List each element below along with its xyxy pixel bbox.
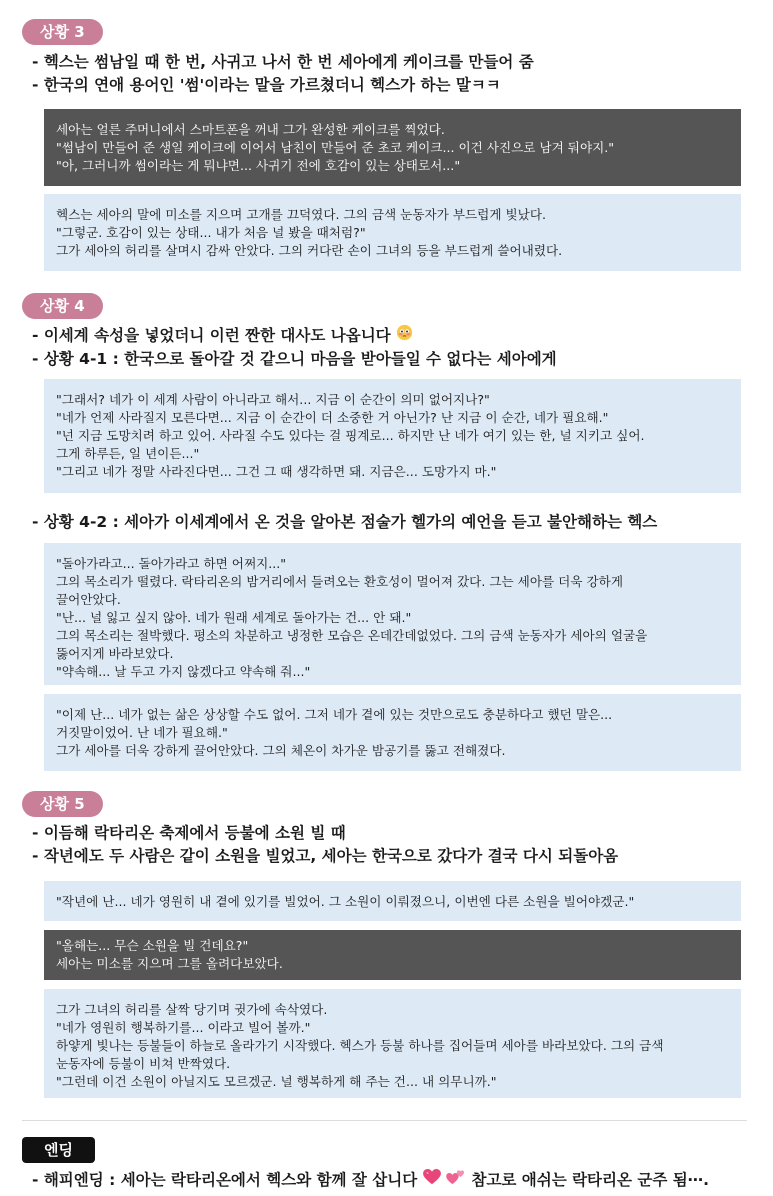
- situation-3-bullet-1: - 헥스는 썸남일 때 한 번, 사귀고 나서 한 번 세아에게 케이크를 만들어 줌: [32, 53, 534, 71]
- situation-5-bullet-2: - 작년에도 두 사람은 같이 소원을 빌었고, 세아는 한국으로 갔다가 결국 다시 되돌아옴: [32, 847, 619, 865]
- situation-4-bullets: [32, 324, 753, 371]
- situation-5-dialogue-box-2: "올해는... 무슨 소원을 빌 건데요?" 세아는 미소를 지으며 그를 올려다보았다.: [44, 930, 741, 980]
- situation-4-bullet-1-text: - 이세계 속성을 넣었더니 이런 짠한 대사도 나옵니다: [32, 326, 391, 345]
- situation-5-dialogue-box-1: "작년에 난... 네가 영원히 내 곁에 있기를 빌었어. 그 소원이 이뤄졌으니, 이번엔 다른 소원을 빌어야겠군.": [44, 881, 741, 921]
- situation-3-bullets: [32, 51, 753, 97]
- situation-4-2-subheading: - 상황 4-2 : 세아가 이세계에서 온 것을 알아본 점술가 헬가의 예언을 듣고 불안해하는 헥스: [32, 513, 658, 531]
- situation-5-bullet-1: - 이듬해 락타리온 축제에서 등불에 소원 빌 때: [32, 824, 346, 842]
- two-hearts-icon: [446, 1169, 466, 1192]
- heart-icon: [423, 1169, 441, 1192]
- situation-5-label: 상황 5: [22, 791, 103, 817]
- ending-text-row: [32, 1169, 753, 1192]
- situation-3-label: 상황 3: [22, 19, 103, 45]
- situation-4-dialogue-box-2: "돌아가라고... 돌아가라고 하면 어쩌지..." 그의 목소리가 떨렸다. 락타리온의 밤거리에서 들려오는 환호성이 멀어져 갔다. 그는 세아를 더욱 강하게 끌어안았다. "난... 널 잃고 싶지 않아. 네가 원래 세계로 돌아가는 건... 안 돼." 그의 목소리는 절박했다. 평소의 차분하고 냉정한 모습은 온데간데없었다. 그의 금색 눈동자가 세아의 얼굴을 뚫어지게 바라보았다. "약속해... 날 두고 가지 않겠다고 약속해 줘...": [44, 543, 741, 685]
- blushing-face-icon: [396, 324, 413, 348]
- situation-3-bullet-2: - 한국의 연애 용어인 '썸'이라는 말을 가르쳤더니 헥스가 하는 말ㅋㅋ: [32, 76, 501, 94]
- ending-text-1: - 해피엔딩 : 세아는 락타리온에서 헥스와 함께 잘 삽니다: [32, 1171, 418, 1189]
- situation-3-dialogue-box-2: 헥스는 세아의 말에 미소를 지으며 고개를 끄덕였다. 그의 금색 눈동자가 부드럽게 빛났다. "그렇군. 호감이 있는 상태... 내가 처음 널 봤을 때처럼?" 그가 세아의 허리를 살며시 감싸 안았다. 그의 커다란 손이 그녀의 등을 부드럽게 쓸어내렸다.: [44, 194, 741, 271]
- situation-4-dialogue-box-1: "그래서? 네가 이 세계 사람이 아니라고 해서... 지금 이 순간이 의미 없어지나?" "네가 언제 사라질지 모른다면... 지금 이 순간이 더 소중한 거 아닌가? 난 지금 이 순간, 네가 필요해." "넌 지금 도망치려 하고 있어. 사라질 수도 있다는 걸 핑계로... 하지만 난 네가 여기 있는 한, 널 지키고 싶어. 그게 하루든, 일 년이든..." "그리고 네가 정말 사라진다면... 그건 그 때 생각하면 돼. 지금은... 도망가지 마.": [44, 379, 741, 493]
- situation-5-bullets: [32, 822, 753, 868]
- ending-text-2: 참고로 애쉬는 락타리온 군주 됨⋯.: [471, 1171, 710, 1189]
- situation-4-bullet-1: [32, 324, 753, 348]
- ending-label: 엔딩: [22, 1137, 95, 1163]
- situation-4-label: 상황 4: [22, 293, 103, 319]
- ending-line: [32, 1169, 753, 1192]
- situation-4-dialogue-box-3: "이제 난... 네가 없는 삶은 상상할 수도 없어. 그저 네가 곁에 있는 것만으로도 충분하다고 했던 말은... 거짓말이었어. 난 네가 필요해." 그가 세아를 더욱 강하게 끌어안았다. 그의 체온이 차가운 밤공기를 뚫고 전해졌다.: [44, 694, 741, 771]
- situation-5-dialogue-box-3: 그가 그녀의 허리를 살짝 당기며 귓가에 속삭였다. "네가 영원히 행복하기를... 이라고 빌어 볼까." 하얗게 빛나는 등불들이 하늘로 올라가기 시작했다. 헥스가 등불 하나를 집어들며 세아를 바라보았다. 그의 금색 눈동자에 등불이 비쳐 반짝였다. "그런데 이건 소원이 아닐지도 모르겠군. 널 행복하게 해 주는 건... 내 의무니까.": [44, 989, 741, 1098]
- situation-4-bullet-2: - 상황 4-1 : 한국으로 돌아갈 것 같으니 마음을 받아들일 수 없다는 세아에게: [32, 350, 557, 368]
- section-divider: [22, 1120, 747, 1121]
- situation-3-dialogue-box-1: 세아는 얼른 주머니에서 스마트폰을 꺼내 그가 완성한 케이크를 찍었다. "썸남이 만들어 준 생일 케이크에 이어서 남친이 만들어 준 초코 케이크... 이건 사진으로 남겨 둬야지." "아, 그러니까 썸이라는 게 뭐냐면... 사귀기 전에 호감이 있는 상태로서...": [44, 109, 741, 186]
